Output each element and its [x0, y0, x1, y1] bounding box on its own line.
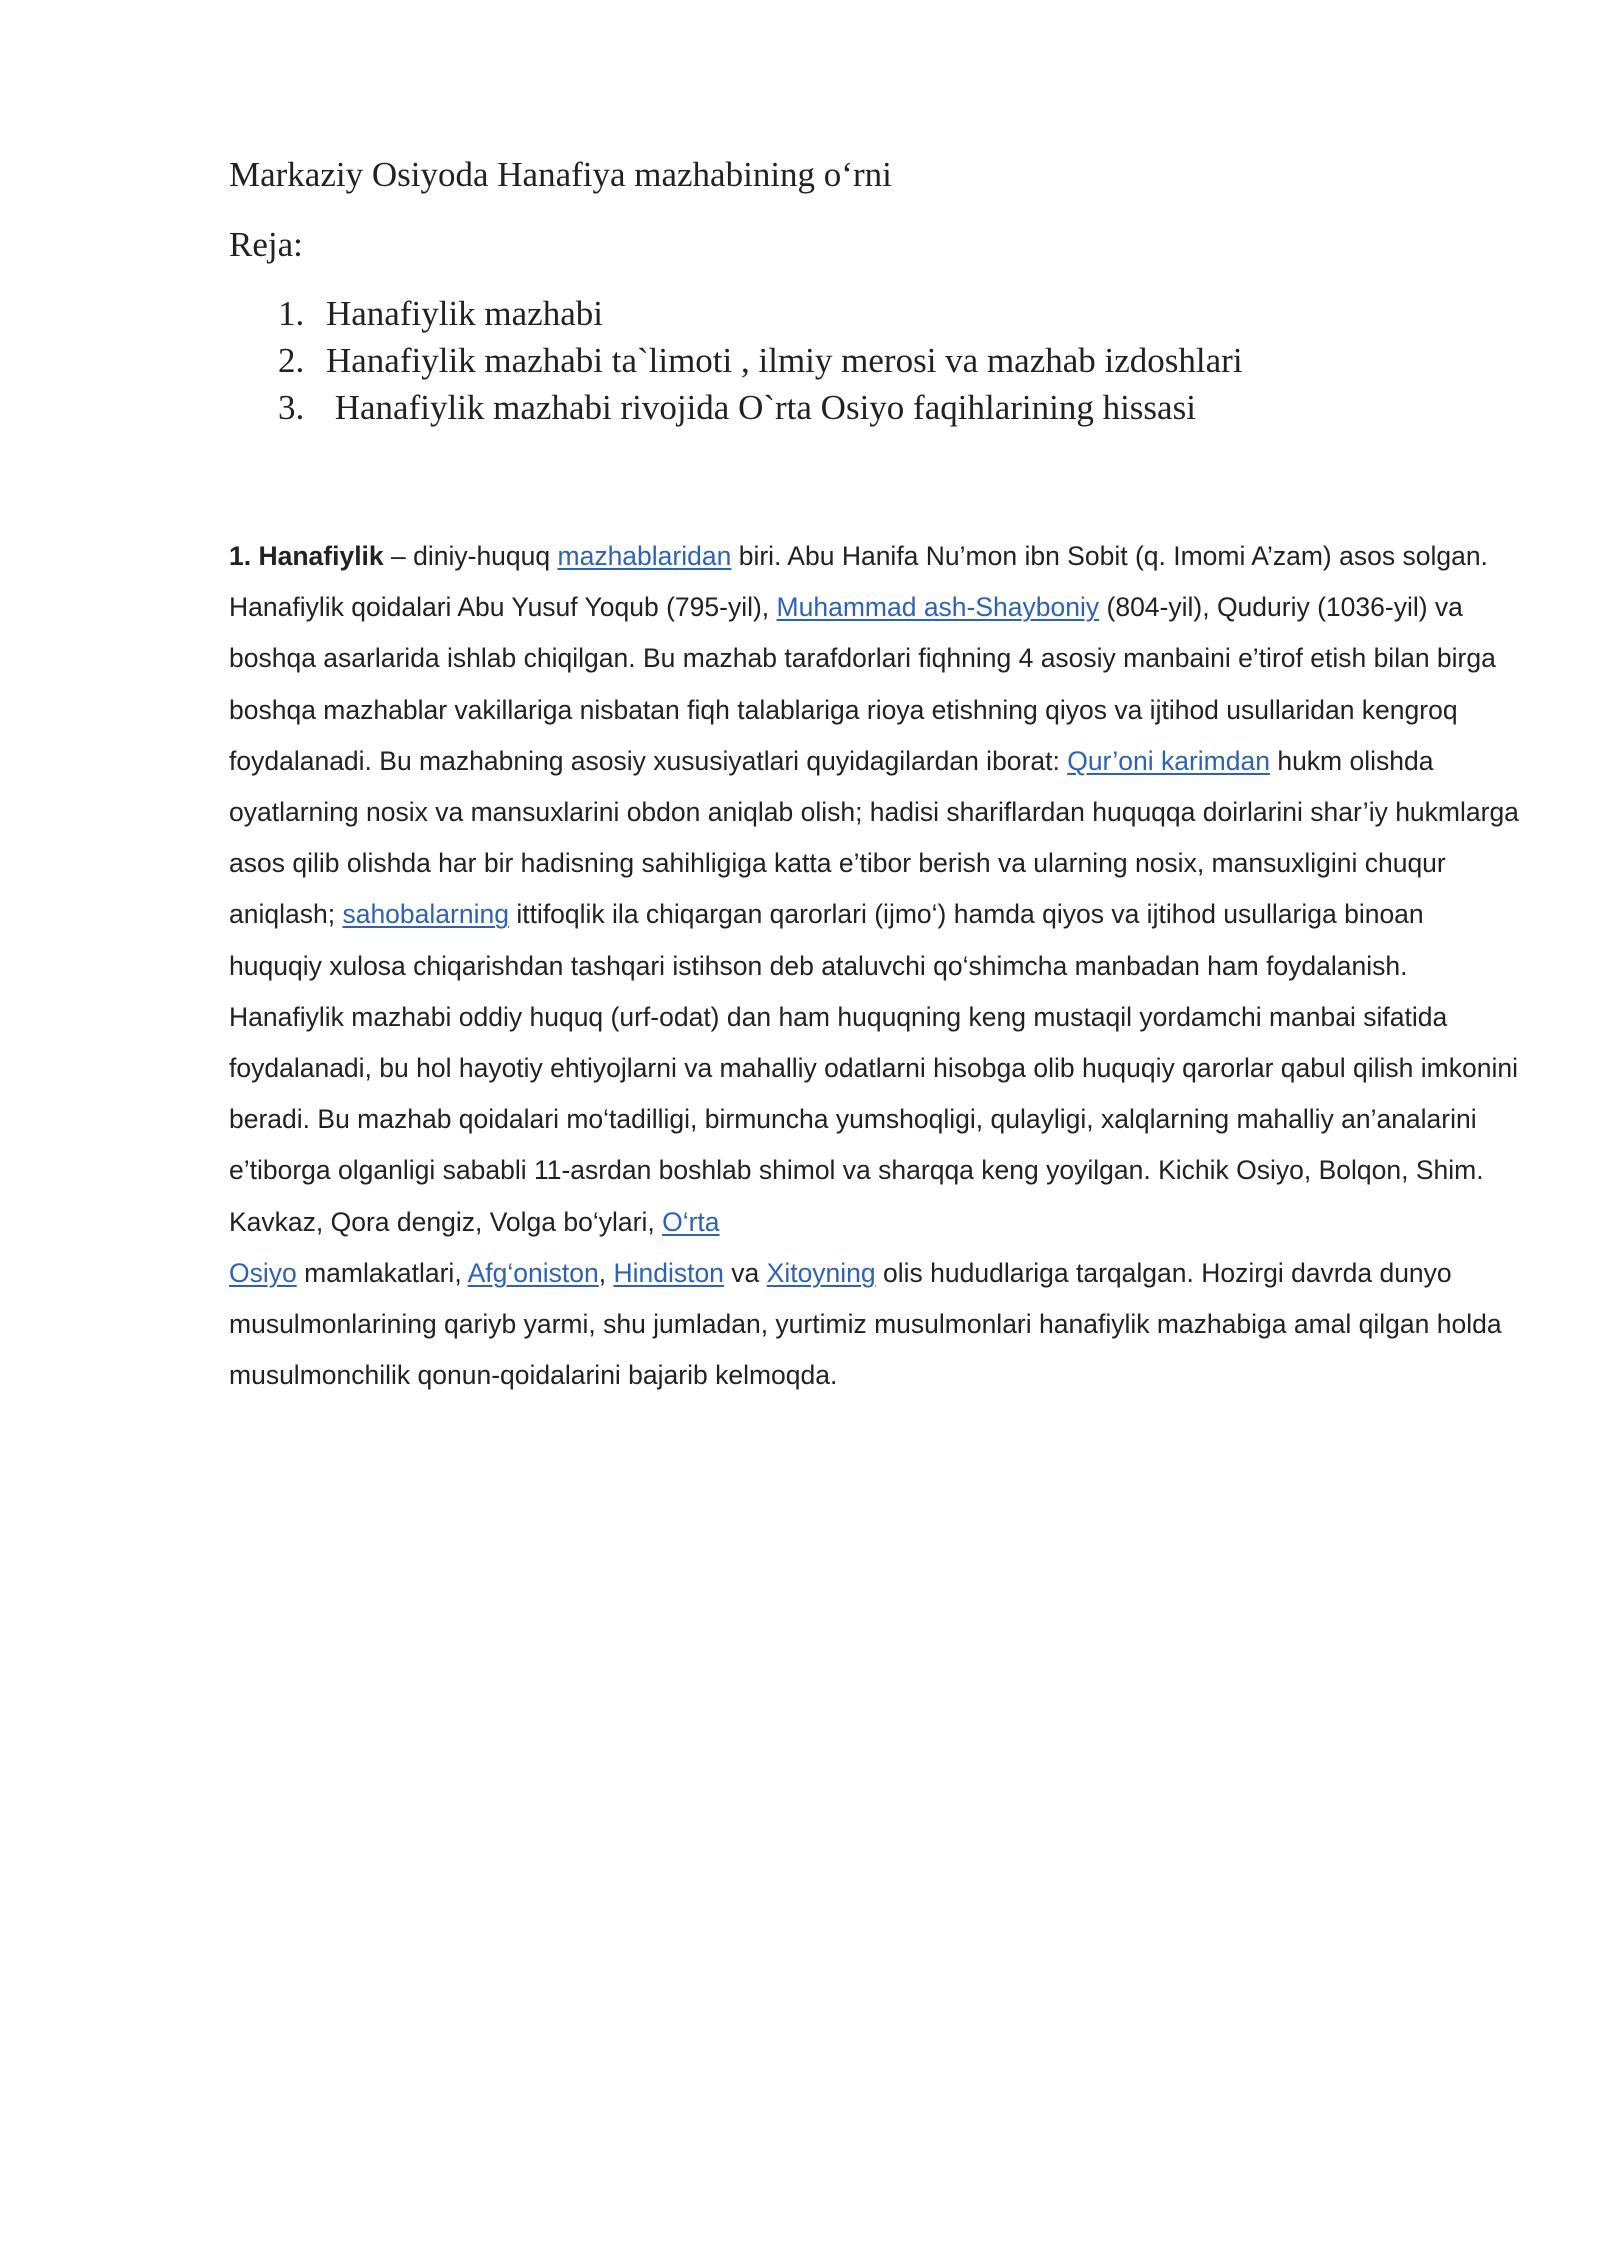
- paragraph-text: biri. Abu Hanifa Nu’mon ibn Sobit (q. Imomi A’zam) asos solgan. Hanafiylik qoidalari Abu Yusuf Yoqub (795-yil),: [229, 541, 1488, 623]
- link-hindiston[interactable]: Hindiston: [613, 1257, 724, 1288]
- paragraph-text: (804-yil), Quduriy (1036-yil) va boshqa asarlarida ishlab chiqilgan. Bu mazhab tarafdorlari fiqhning 4 asosiy manbaini e’tirof etish bilan birga boshqa mazhablar vakillariga nisbatan fiqh talablariga rioya etishning qiyos va ijtihod usullaridan kengroq foydalanadi. Bu mazhabning asosiy xususiyatlari quyidagilardan iborat:: [229, 592, 1496, 776]
- link-afgoniston[interactable]: Afg‘oniston: [467, 1257, 599, 1288]
- paragraph-text: – diniy-huquq: [383, 541, 558, 571]
- link-quroni-karimdan[interactable]: Qur’oni karimdan: [1067, 745, 1270, 776]
- link-orta-osiyo-part1[interactable]: O‘rta: [662, 1206, 720, 1237]
- link-muhammad-ash-shayboniy[interactable]: Muhammad ash-Shayboniy: [776, 592, 1100, 623]
- plan-item: [278, 337, 1243, 384]
- section1-heading: 1. Hanafiylik: [229, 541, 384, 571]
- plan-item: [278, 290, 1243, 337]
- plan-list: [278, 290, 1243, 431]
- paragraph-text: va: [723, 1257, 767, 1288]
- document-title: Markaziy Osiyoda Hanafiya mazhabining o‘rni: [229, 155, 892, 194]
- link-xitoyning[interactable]: Xitoyning: [766, 1257, 876, 1288]
- link-mazhablaridan[interactable]: mazhablaridan: [557, 541, 732, 571]
- link-sahobalarning[interactable]: sahobalarning: [342, 899, 509, 930]
- plan-heading: Reja:: [229, 225, 303, 264]
- paragraph-text: mamlakatlari,: [296, 1257, 468, 1288]
- plan-item-text: Hanafiylik mazhabi: [326, 294, 603, 333]
- paragraph-text: hukm olishda oyatlarning nosix va mansuxlarini obdon aniqlab olish; hadisi shariflardan huquqqa doirlarini shar’iy hukmlarga asos qilib olishda har bir hadisning sahihligiga katta e’tibor berish va ularning nosix, mansuxligini chuqur aniqlash;: [229, 745, 1519, 930]
- plan-item-number: 1.: [278, 294, 305, 333]
- plan-item-text: Hanafiylik mazhabi rivojida O`rta Osiyo faqihlarining hissasi: [326, 388, 1196, 427]
- section1-paragraph: [229, 531, 1519, 1401]
- paragraph-text: olis hududlariga tarqalgan. Hozirgi davrda dunyo musulmonlarining qariyb yarmi, shu jumladan, yurtimiz musulmonlari hanafiylik mazhabiga amal qilgan holda musulmonchilik qonun-qoidalarini bajarib kelmoqda.: [229, 1257, 1502, 1391]
- plan-item-text: Hanafiylik mazhabi ta`limoti , ilmiy merosi va mazhab izdoshlari: [326, 341, 1243, 380]
- plan-item: [278, 384, 1243, 431]
- paragraph-text: ,: [598, 1257, 614, 1288]
- plan-item-number: 2.: [278, 341, 305, 380]
- link-orta-osiyo-part2[interactable]: Osiyo: [229, 1257, 297, 1288]
- paragraph-text: ittifoqlik ila chiqargan qarorlari (ijmo‘) hamda qiyos va ijtihod usullariga binoan huquqiy xulosa chiqarishdan tashqari istihson deb ataluvchi qo‘shimcha manbadan ham foydalanish. Hanafiylik mazhabi oddiy huquq (urf-odat) dan ham huquqning keng mustaqil yordamchi manbai sifatida foydalanadi, bu hol hayotiy ehtiyojlarni va mahalliy odatlarni hisobga olib huquqiy qarorlar qabul qilish imkonini beradi. Bu mazhab qoidalari mo‘tadilligi, birmuncha yumshoqligi, qulayligi, xalqlarning mahalliy an’analarini e’tiborga olganligi sababli 11-asrdan boshlab shimol va sharqqa keng yoyilgan. Kichik Osiyo, Bolqon, Shim. Kavkaz, Qora dengiz, Volga bo‘ylari,: [229, 899, 1518, 1237]
- plan-item-number: 3.: [278, 388, 305, 427]
